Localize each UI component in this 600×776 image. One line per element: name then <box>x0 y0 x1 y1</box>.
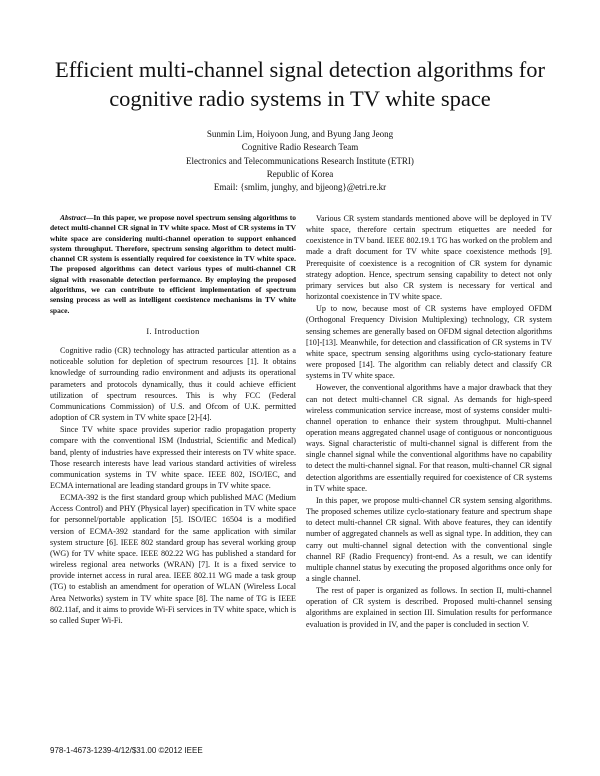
copyright-footer: 978-1-4673-1239-4/12/$31.00 ©2012 IEEE <box>50 746 203 755</box>
intro-paragraph-3: ECMA-392 is the first standard group which published MAC (Medium Access Control) and PHY (Physical layer) specification in TV white space for personnel/portable application [5]. ISO/IEC 16504 is a modified version of ECMA-392 standard for the same application with similar system structure [6]. IEEE 802 standard group has several working group (WG) for TV white space. IEEE 802.22 WG has published a standard for wireless regional area networks (WRAN) [7]. It is a fixed service to provide internet access in rural area. IEEE 802.11 WG made a task group (TG) to establish an amendment for operation of WLAN (Wireless Local Area Networks) system in TV white space [8]. The name of TG is IEEE 802.11af, and it aims to provide Wi-Fi services in TV white space, which is so called Super Wi-Fi. <box>50 493 296 625</box>
paper-title: Efficient multi-channel signal detection algorithms for cognitive radio systems in TV white space <box>54 57 546 111</box>
author-country: Republic of Korea <box>266 168 334 179</box>
intro-paragraph-2: Since TV white space provides superior radio propagation property compare with the conventional ISM (Industrial, Scientific and Medical) band, plenty of industries have expressed their interests on TV white space. Those research interests have lead various standard activities of wireless communication systems in TV white space. IEEE 802, ISO/IEC, and ECMA international are leading standard groups in TV white space. <box>50 425 296 490</box>
intro-paragraph-8: The rest of paper is organized as follows. In section II, multi-channel operation of CR system is described. Proposed multi-channel sensing algorithms are explained in section III. Simulation results for performance evaluation is provided in IV, and the paper is concluded in section V. <box>306 586 552 629</box>
intro-paragraph-5: Up to now, because most of CR systems have employed OFDM (Orthogonal Frequency Division Multiplexing) technology, CR system sensing schemes are generally based on OFDM signal detection algorithms [10]-[13]. Meanwhile, for detection and classification of CR systems in TV white space, spectrum sensing algorithms using cyclo-stationary feature were proposed [14]. The algorithm can reliably detect and classify CR systems in TV white space. <box>306 304 552 381</box>
intro-paragraph-1: Cognitive radio (CR) technology has attracted particular attention as a noticeable solution for depletion of spectrum resources [1]. It obtains knowledge of surrounding radio environment and adjusts its operational parameters and protocols dynamically, thus it could achieve efficient utilization of spectrum resources. This is why FCC (Federal Communications Commission) of U.S. and Ofcom of U.K. permitted adoption of CR system in TV white space [2]-[4]. <box>50 346 296 423</box>
right-column <box>306 213 552 630</box>
author-email: Email: {smlim, junghy, and bjjeong}@etri.re.kr <box>213 182 387 193</box>
abstract <box>50 213 296 316</box>
intro-paragraph-7: In this paper, we propose multi-channel CR system sensing algorithms. The proposed schemes utilize cyclo-stationary feature and spectrum shape to detect multi-channel CR signal. With above features, they can identify number of aggregated channels as well as signal type. In addition, they can carry out multi-channel signal detection with the conventional single channel RF (Radio Frequency) front-end. As a result, we can identify multiple channel status by executing the proposed algorithms once only for a single channel. <box>306 495 552 583</box>
left-column <box>50 213 296 626</box>
author-block <box>80 128 520 194</box>
section-heading-introduction: I. Introduction <box>146 326 200 336</box>
abstract-keyword: Abstract <box>60 213 86 222</box>
intro-paragraph-4: Various CR system standards mentioned above will be deployed in TV white space, therefore certain spectrum etiquettes are needed for coexistence in TV band. IEEE 802.19.1 TG has worked on the problem and made a draft document for TV white space coexistence methods [9]. Prerequisite of coexistence is a recognition of CR system for dynamic strategy adoption. Hence, spectrum sensing capability to detect not only primary services but also CR system is necessary for vertical and horizontal coexistence in TV white space. <box>306 214 552 302</box>
author-team: Cognitive Radio Research Team <box>241 142 359 153</box>
author-institute: Electronics and Telecommunications Research Institute (ETRI) <box>186 155 414 166</box>
intro-paragraph-6: However, the conventional algorithms have a major drawback that they can not detect multi-channel CR signal. As demands for high-speed wireless communication service increase, most of systems consider multi-channel operation to enhance their system throughput. Multi-channel operation means aggregated channel usage of contiguous or noncontiguous ways. Signal characteristic of multi-channel signal is different from the single channel signal while the conventional algorithms have no capability to detect the multi-channel signal. For that reason, multi-channel CR signal detection algorithms are essentially required for coexistence of CR systems in TV white space. <box>306 383 552 493</box>
author-names: Sunmin Lim, Hoiyoon Jung, and Byung Jang Jeong <box>206 129 394 139</box>
abstract-text: —In this paper, we propose novel spectrum sensing algorithms to detect multi-channel CR signal in TV white space. Most of CR systems in TV white space are considering multi-channel operation to support enhanced system throughput. Therefore, spectrum sensing algorithm to detect multi-channel CR system is essentially required for coexistence in TV white space. The proposed algorithms can detect various types of multi-channel CR signal with reasonable detection performance. By employing the proposed algorithms, we can contribute to efficient implementation of spectrum sensing process as well as intelligent coexistence mechanisms in TV white space. <box>50 213 296 315</box>
